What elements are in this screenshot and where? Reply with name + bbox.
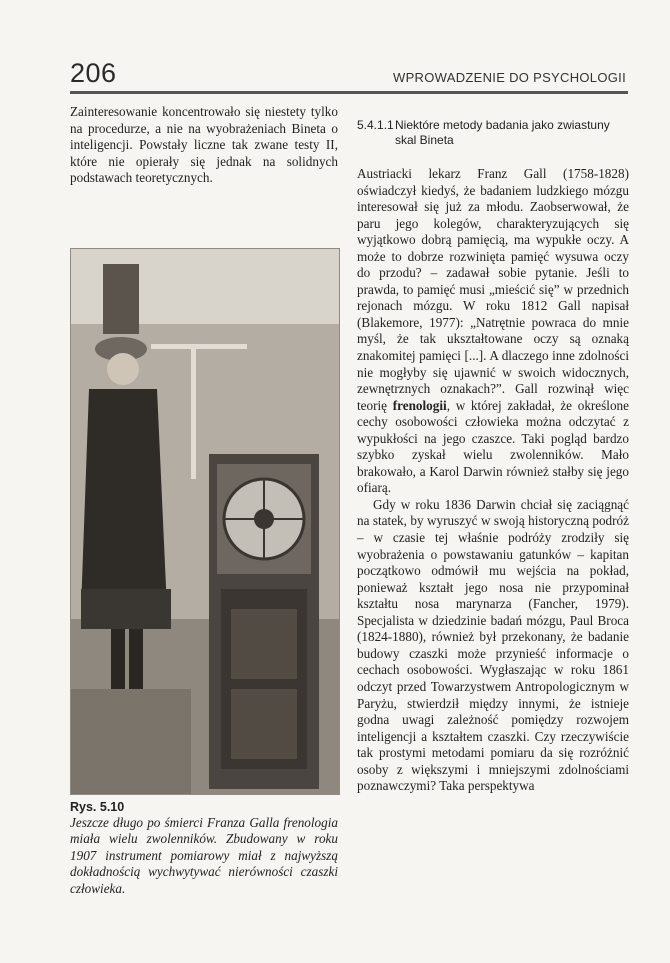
- term-frenologii: frenologii: [392, 397, 447, 413]
- intro-paragraph: Zainteresowanie koncentrowało się niestety tylko na procedurze, a nie na wyobrażeniach Bineta o inteligencji. Powstały liczne tak zwane testy II, które nie opierały się jednak na solidnych podstawach teoretycznych.: [70, 104, 338, 186]
- paragraph-1-text-before: Austriacki lekarz Franz Gall (1758-1828) oświadczył kiedyś, że badaniem ludzkiego mózgu interesował się już za młodu. Zaobserwował, że paru jego kolegów, charakteryzujących się wyjątkowo dobrą pamięcią, ma wypukłe oczy. A może to dobrze rozwinięta pamięć wysuwa oczy do przodu? – zadawał sobie pytanie. Jeśli to prawda, to pamięć musi „mieścić się” w przednich rejonach mózgu. W roku 1812 Gall napisał (Blakemore, 1977): „Natrętnie powraca do mnie myśl, że tak ukształtowane oczy są oznaką znakomitej pamięci [...]. A dlaczego inne zdolności nie mogłyby się ujawnić w swoich widocznych, zewnętrznych oznakach?”. Gall rozwinął więc teorię: [357, 166, 629, 413]
- right-column: [357, 166, 629, 795]
- section-title: Niektóre metody badania jako zwiastuny skal Bineta: [395, 118, 610, 147]
- phrenology-photo-illustration: [71, 249, 339, 794]
- header-rule: [70, 91, 628, 94]
- figure-label: Rys. 5.10: [70, 800, 125, 814]
- running-head: WPROWADZENIE DO PSYCHOLOGII: [393, 70, 626, 85]
- phrenology-photo: [70, 248, 340, 795]
- body-paragraph-2: Gdy w roku 1836 Darwin chciał się zaciągnąć na statek, by wyruszyć w swoją historyczną podróż – w czasie tej właśnie podróży zrodziły się wyobrażenia o powstawaniu gatunków – kapitan początkowo odmówił mu wejścia na pokład, ponieważ kształt jego nosa nie przypominał kształtu nosa marynarza (Fancher, 1979). Specjalista w dziedzinie badań mózgu, Paul Broca (1824-1880), również był przekonany, że badanie budowy czaszki może przynieść informacje o cechach osobowości. Wygłaszając w roku 1861 odczyt przed Towarzystwem Antropologicznym w Paryżu, stwierdził między innymi, że istnieje godna uwagi zależność pomiędzy rozwojem inteligencji a kształtem czaszki. Czy rzeczywiście tak prostymi metodami pomiaru da się rozróżnić osoby z większymi i mniejszymi zdolnościami poznawczymi? Taka perspektywa: [357, 496, 629, 794]
- figure-caption: Jeszcze długo po śmierci Franza Galla frenologia miała wielu zwolenników. Zbudowany w roku 1907 instrument pomiarowy miał z najwyższą dokładnością wychwytywać nierówności czaszki człowieka.: [70, 815, 338, 896]
- left-column: [70, 104, 338, 187]
- body-paragraph-1: [357, 166, 629, 497]
- section-number: 5.4.1.1: [357, 118, 394, 132]
- section-heading: [357, 118, 629, 148]
- paragraph-1-text-after: , w której zakładał, że określone cechy osobowości człowieka można odczytać z wypukłości na jego czaszce. Taki pogląd bardzo szybko zyskał wielu zwolenników. Mało brakowało, a Karol Darwin również stałby się jego ofiarą.: [357, 397, 629, 496]
- page-number: 206: [70, 58, 117, 88]
